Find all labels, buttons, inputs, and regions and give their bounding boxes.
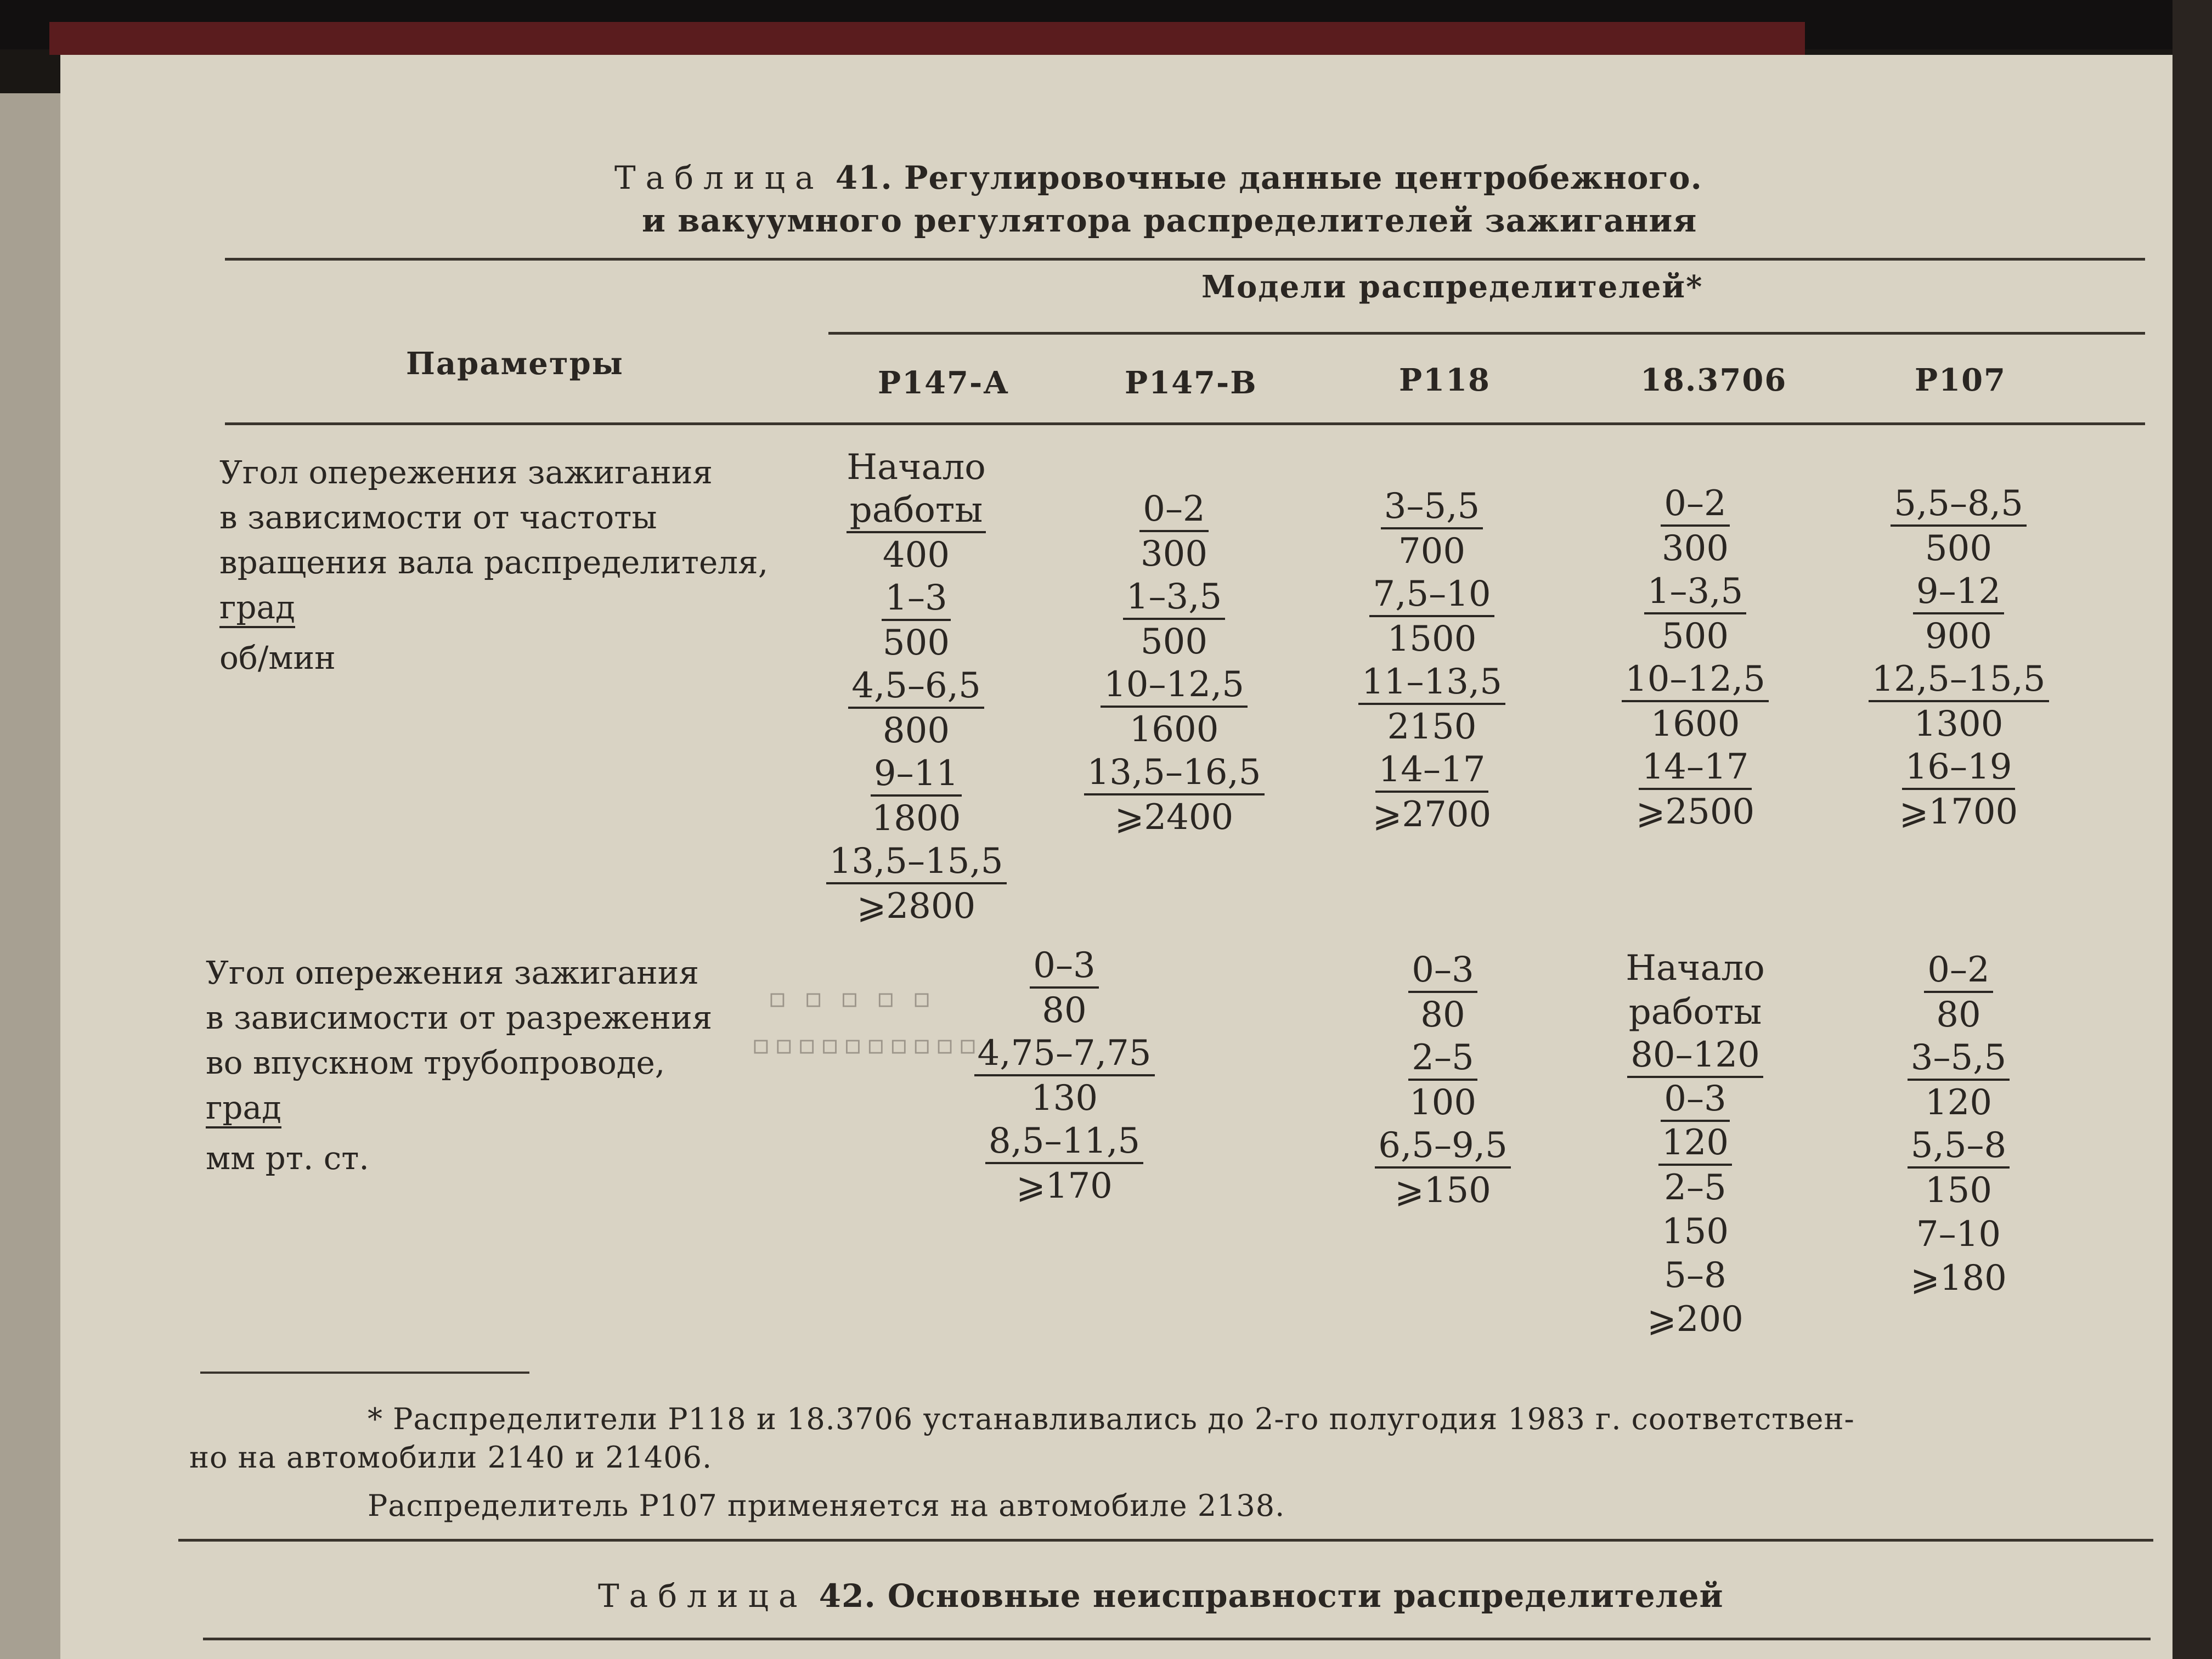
value-cell: 0–2 (1139, 488, 1208, 532)
value-cell: 120 (1925, 1082, 1993, 1123)
table-top-rule (225, 258, 2145, 261)
table41-title-line2: и вакуумного регулятора распределителей зажигания (642, 202, 1697, 239)
table41-title-line1 (614, 159, 1702, 196)
row2-col-p107 (1865, 949, 2052, 1300)
value-cell: 700 (1398, 531, 1466, 572)
footnote-line3: Распределитель Р107 применяется на автомобиле 2138. (368, 1488, 1285, 1523)
value-cell: ⩾2400 (1114, 797, 1234, 838)
value-cell: 80 (1936, 995, 1981, 1035)
value-cell: работы (847, 489, 986, 533)
table42-top-rule (203, 1638, 2151, 1640)
row2-label-line3: во впускном трубопроводе, (206, 1044, 665, 1081)
table42-title (598, 1577, 1724, 1615)
value-cell: 4,5–6,5 (848, 665, 984, 709)
value-cell: 150 (1661, 1211, 1729, 1252)
value-cell: 1300 (1914, 704, 2004, 744)
value-cell: 0–3 (1661, 1078, 1729, 1122)
table41-title-text1: Регулировочные данные центробежного. (892, 159, 1702, 196)
row1-label-line2: в зависимости от частоты (219, 499, 657, 536)
value-cell: работы (1628, 992, 1762, 1032)
value-cell: 2–5 (1408, 1037, 1477, 1081)
value-cell: 12,5–15,5 (1869, 658, 2049, 702)
value-cell: 13,5–16,5 (1084, 752, 1265, 795)
value-cell: 11–13,5 (1358, 661, 1505, 705)
value-cell: 1–3 (882, 577, 950, 621)
row1-label-line1: Угол опережения зажигания (219, 454, 713, 491)
value-cell: 0–2 (1661, 483, 1729, 527)
value-cell: 80–120 (1627, 1034, 1763, 1078)
value-cell: 14–17 (1639, 746, 1752, 790)
value-cell: 5,5–8,5 (1891, 483, 2027, 527)
value-cell: 0–3 (1408, 949, 1477, 993)
value-cell: 500 (1925, 528, 1993, 569)
value-cell: ⩾200 (1647, 1299, 1743, 1340)
value-cell: 5–8 (1664, 1255, 1726, 1296)
row1-col-p147b (1075, 488, 1273, 839)
book-cover-edge (49, 22, 1805, 55)
table41-title-number: 41. (823, 159, 893, 196)
value-cell: 800 (882, 710, 950, 751)
value-cell: 1800 (871, 798, 961, 839)
value-cell: 80 (1420, 995, 1465, 1035)
footnote-line1: * Распределители Р118 и 18.3706 устанавливались до 2-го полугодия 1983 г. соответствен- (368, 1402, 1855, 1436)
model-header-p147b: Р147-В (1125, 365, 1257, 401)
book-page (60, 55, 2172, 1659)
row2-col-p118 (1344, 949, 1542, 1212)
value-cell: 0–3 (1030, 945, 1098, 989)
bleed-through-marks: ▫ ▫ ▫ ▫ ▫ (768, 982, 936, 1014)
table42-title-number: 42. (807, 1577, 876, 1615)
value-cell: 4,75–7,75 (974, 1032, 1155, 1076)
value-cell: ⩾2800 (856, 886, 976, 927)
row1-unit-rpm: об/мин (219, 639, 336, 676)
value-cell: 1600 (1129, 709, 1219, 750)
value-cell: Начало (1626, 948, 1765, 989)
footnote-line2: но на автомобили 2140 и 21406. (189, 1440, 713, 1475)
row1-col-18-3706 (1596, 483, 1794, 834)
value-cell: 16–19 (1902, 746, 2016, 790)
row2-unit-mmhg: мм рт. ст. (206, 1139, 369, 1177)
value-cell: 10–12,5 (1622, 658, 1769, 702)
header-bottom-rule (225, 422, 2145, 425)
row1-unit-degree: град (219, 589, 295, 628)
value-cell: 150 (1925, 1170, 1993, 1211)
book-spine-edge (2172, 0, 2212, 1659)
model-header-p147a: Р147-А (878, 365, 1009, 401)
row2-col-p147a (949, 945, 1180, 1208)
value-cell: 1–3,5 (1644, 571, 1747, 614)
value-cell: 400 (882, 535, 950, 575)
row2-col-18-3706 (1596, 946, 1794, 1341)
value-cell: 300 (1661, 528, 1729, 569)
value-cell: 10–12,5 (1101, 664, 1248, 708)
value-cell: Начало (847, 447, 986, 488)
value-cell: 80 (1042, 990, 1087, 1031)
value-cell: 5,5–8 (1908, 1125, 2010, 1169)
value-cell: 500 (1140, 622, 1208, 662)
value-cell: 3–5,5 (1381, 486, 1483, 529)
value-cell: ⩾1700 (1899, 792, 2018, 832)
models-header: Модели распределителей* (1201, 269, 1703, 305)
params-header: Параметры (406, 346, 624, 382)
value-cell: 100 (1409, 1082, 1477, 1123)
row1-col-p147a (823, 445, 1009, 928)
footnote-separator (200, 1372, 529, 1374)
value-cell: 2–5 (1664, 1167, 1726, 1208)
row1-label-line3: вращения вала распределителя, (219, 544, 769, 581)
value-cell: 1600 (1650, 704, 1740, 744)
facing-page-edge (0, 93, 60, 1659)
value-cell: 1500 (1387, 619, 1477, 659)
value-cell: 500 (1661, 616, 1729, 657)
table41-bottom-rule (178, 1539, 2153, 1542)
row2-label-line2: в зависимости от разрежения (206, 999, 713, 1036)
model-header-p107: Р107 (1915, 362, 2007, 398)
row1-col-p118 (1333, 486, 1531, 837)
value-cell: 6,5–9,5 (1375, 1125, 1511, 1169)
value-cell: 900 (1925, 616, 1993, 657)
value-cell: 7–10 (1916, 1214, 2001, 1255)
value-cell: 14–17 (1375, 749, 1489, 793)
table42-title-prefix: Таблица (598, 1577, 808, 1615)
value-cell: 13,5–15,5 (826, 840, 1007, 884)
table41-title-prefix: Таблица (614, 159, 824, 196)
value-cell: 500 (882, 623, 950, 663)
bleed-through-marks: ▫▫▫▫▫▫▫▫▫▫ (752, 1029, 981, 1060)
value-cell: ⩾150 (1395, 1170, 1491, 1211)
value-cell: 3–5,5 (1908, 1037, 2010, 1081)
value-cell: 7,5–10 (1369, 573, 1494, 617)
row1-parameter-label (219, 450, 768, 680)
value-cell: 8,5–11,5 (985, 1120, 1143, 1164)
value-cell: 0–2 (1924, 949, 1993, 993)
value-cell: ⩾180 (1910, 1258, 2007, 1299)
value-cell: 300 (1140, 534, 1208, 574)
model-header-p118: Р118 (1399, 362, 1491, 398)
value-cell: 130 (1030, 1078, 1098, 1119)
value-cell: 120 (1658, 1122, 1732, 1166)
models-header-rule (828, 332, 2145, 335)
model-header-18-3706: 18.3706 (1640, 362, 1787, 398)
value-cell: 9–12 (1913, 571, 2004, 614)
value-cell: ⩾2500 (1635, 792, 1755, 832)
row2-unit-degree: град (206, 1089, 281, 1128)
value-cell: ⩾2700 (1372, 794, 1492, 835)
value-cell: 2150 (1387, 707, 1477, 747)
row1-col-p107 (1854, 483, 2063, 834)
value-cell: 1–3,5 (1123, 576, 1226, 620)
row2-parameter-label (206, 950, 712, 1181)
value-cell: 9–11 (871, 753, 962, 797)
row2-label-line1: Угол опережения зажигания (206, 954, 699, 991)
table42-title-text: Основные неисправности распределителей (876, 1577, 1724, 1615)
value-cell: ⩾170 (1016, 1166, 1113, 1206)
